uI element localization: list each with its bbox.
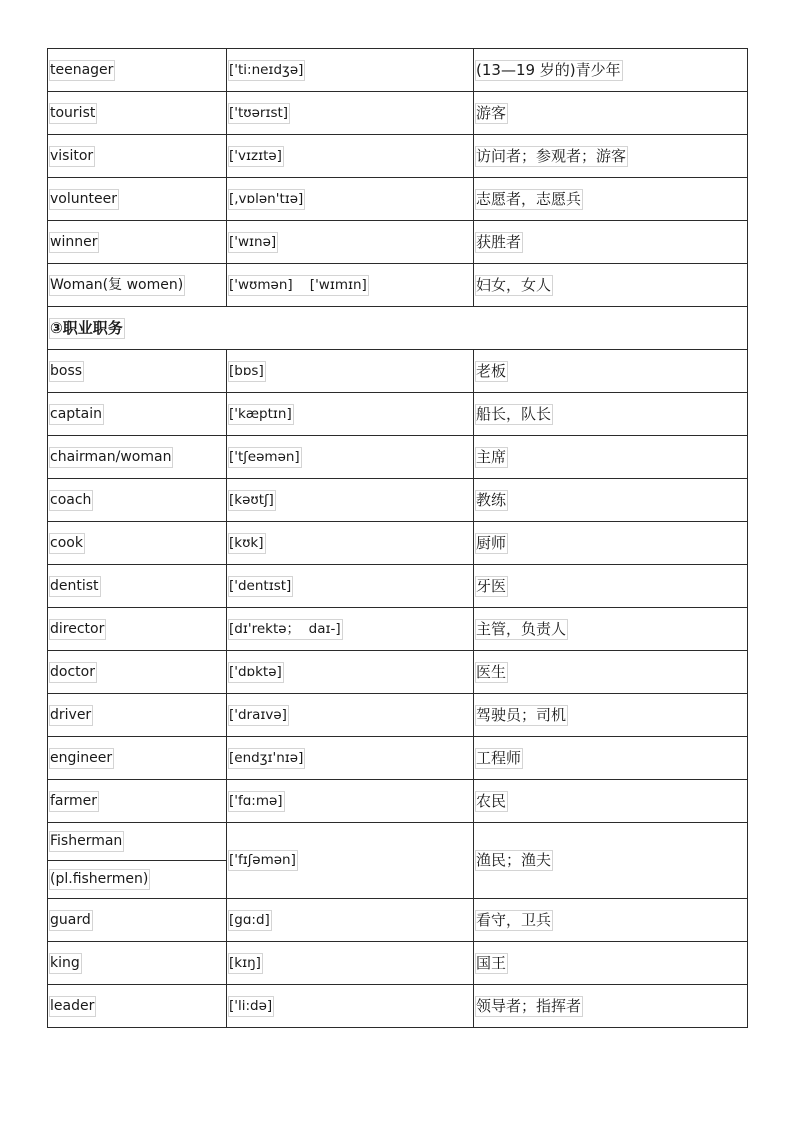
table-row <box>48 565 748 608</box>
meaning-cell <box>474 823 748 899</box>
table-row <box>48 350 748 393</box>
word: Fisherman <box>49 831 124 852</box>
phonetic-cell <box>227 651 474 694</box>
table-row <box>48 780 748 823</box>
meaning-cell <box>474 608 748 651</box>
meaning-cell <box>474 178 748 221</box>
word-cell <box>48 651 227 694</box>
word: coach <box>49 490 93 511</box>
meaning-cell <box>474 393 748 436</box>
table-row <box>48 92 748 135</box>
meaning-cell <box>474 942 748 985</box>
meaning-cell <box>474 350 748 393</box>
meaning-cell <box>474 479 748 522</box>
plural: (pl.fishermen) <box>49 869 150 890</box>
meaning-cell <box>474 651 748 694</box>
word: Woman(复 women) <box>49 275 185 296</box>
phonetic: [,vɒlən'tɪə] <box>228 189 305 210</box>
phonetic-cell <box>227 221 474 264</box>
table-row <box>48 899 748 942</box>
phonetic: ['tʃeəmən] <box>228 447 302 468</box>
meaning: 医生 <box>476 662 507 681</box>
phonetic: ['tʊərɪst] <box>228 103 290 124</box>
phonetic-cell <box>227 942 474 985</box>
vocabulary-table <box>47 48 748 1028</box>
phonetic-cell <box>227 178 474 221</box>
phonetic: [endʒɪ'nɪə] <box>228 748 305 769</box>
phonetic: ['wɪnə] <box>228 232 278 253</box>
word-cell <box>48 737 227 780</box>
meaning: 渔民；渔夫 <box>476 851 552 869</box>
meaning: 主管，负责人 <box>476 619 567 638</box>
phonetic-cell <box>227 264 474 307</box>
meaning: 驾驶员；司机 <box>476 705 567 724</box>
phonetic: ['wʊmən] ['wɪmɪn] <box>228 275 369 296</box>
table-row <box>48 608 748 651</box>
meaning: 船长，队长 <box>476 404 552 423</box>
meaning: 看守，卫兵 <box>476 910 552 929</box>
table-row <box>48 264 748 307</box>
phonetic: ['li:də] <box>228 996 274 1017</box>
word: captain <box>49 404 104 425</box>
word: cook <box>49 533 85 554</box>
word-cell <box>48 350 227 393</box>
word: leader <box>49 996 96 1017</box>
table-row <box>48 479 748 522</box>
word-cell <box>48 264 227 307</box>
phonetic-cell <box>227 608 474 651</box>
word-cell <box>48 522 227 565</box>
meaning-cell <box>474 522 748 565</box>
section-heading: ③职业职务 <box>50 318 123 337</box>
meaning: 获胜者 <box>476 232 522 251</box>
word: visitor <box>49 146 95 167</box>
meaning-cell <box>474 694 748 737</box>
phonetic: ['ti:neɪdʒə] <box>228 60 305 81</box>
word-cell <box>48 178 227 221</box>
phonetic: ['fɪʃəmən] <box>228 850 298 871</box>
word-cell <box>48 694 227 737</box>
word-cell <box>48 608 227 651</box>
meaning: 妇女，女人 <box>476 275 552 294</box>
word: driver <box>49 705 93 726</box>
table-row <box>48 135 748 178</box>
table-row <box>48 651 748 694</box>
section-heading-row <box>48 307 748 350</box>
table-row <box>48 393 748 436</box>
meaning: 志愿者，志愿兵 <box>476 189 582 208</box>
phonetic: ['fɑ:mə] <box>228 791 285 812</box>
table-row <box>48 221 748 264</box>
meaning: 领导者；指挥者 <box>476 996 582 1015</box>
word: boss <box>49 361 84 382</box>
meaning: 游客 <box>476 103 507 122</box>
meaning: 工程师 <box>476 748 522 767</box>
meaning-cell <box>474 737 748 780</box>
word-cell <box>48 942 227 985</box>
meaning: 国王 <box>476 953 507 972</box>
meaning-cell <box>474 221 748 264</box>
word-cell <box>48 135 227 178</box>
word: volunteer <box>49 189 119 210</box>
phonetic-cell <box>227 350 474 393</box>
phonetic: [kʊk] <box>228 533 266 554</box>
phonetic-cell <box>227 522 474 565</box>
meaning-cell <box>474 899 748 942</box>
phonetic-cell <box>227 694 474 737</box>
meaning-cell <box>474 92 748 135</box>
word-cell <box>48 221 227 264</box>
meaning: 厨师 <box>476 533 507 552</box>
phonetic: [dɪ'rektə； daɪ-] <box>228 619 343 640</box>
word: winner <box>49 232 99 253</box>
word: dentist <box>49 576 101 597</box>
word-cell <box>48 565 227 608</box>
table-row <box>48 49 748 92</box>
word-cell <box>48 899 227 942</box>
meaning-cell <box>474 436 748 479</box>
phonetic: ['kæptɪn] <box>228 404 294 425</box>
table-row <box>48 942 748 985</box>
table-row <box>48 522 748 565</box>
word-cell <box>48 49 227 92</box>
meaning: 牙医 <box>476 576 507 595</box>
word-cell <box>48 92 227 135</box>
phonetic-cell <box>227 436 474 479</box>
phonetic: ['dɒktə] <box>228 662 284 683</box>
word: teenager <box>49 60 115 81</box>
meaning-cell <box>474 49 748 92</box>
phonetic: [bɒs] <box>228 361 266 382</box>
word: king <box>49 953 82 974</box>
meaning-cell <box>474 264 748 307</box>
meaning: (13—19 岁的)青少年 <box>476 60 621 79</box>
table-row <box>48 985 748 1028</box>
meaning: 教练 <box>476 490 507 509</box>
table-row <box>48 178 748 221</box>
word: farmer <box>49 791 99 812</box>
phonetic-cell <box>227 899 474 942</box>
phonetic: [gɑ:d] <box>228 910 272 931</box>
phonetic-cell <box>227 565 474 608</box>
meaning-cell <box>474 135 748 178</box>
phonetic-cell <box>227 780 474 823</box>
meaning-cell <box>474 565 748 608</box>
meaning-cell <box>474 780 748 823</box>
phonetic: ['dentɪst] <box>228 576 293 597</box>
word: chairman/woman <box>49 447 173 468</box>
word-cell <box>48 823 227 861</box>
meaning-cell <box>474 985 748 1028</box>
word-cell <box>48 780 227 823</box>
meaning: 访问者；参观者；游客 <box>476 146 627 165</box>
word: director <box>49 619 106 640</box>
word-cell <box>48 393 227 436</box>
phonetic-cell <box>227 737 474 780</box>
word-cell <box>48 479 227 522</box>
phonetic-cell <box>227 823 474 899</box>
phonetic: [kɪŋ] <box>228 953 263 974</box>
plural-cell <box>48 861 227 899</box>
word-cell <box>48 985 227 1028</box>
table-row <box>48 737 748 780</box>
word: doctor <box>49 662 97 683</box>
table-row <box>48 694 748 737</box>
word: guard <box>49 910 93 931</box>
phonetic-cell <box>227 393 474 436</box>
meaning: 农民 <box>476 791 507 810</box>
table-row <box>48 436 748 479</box>
phonetic: ['vɪzɪtə] <box>228 146 284 167</box>
word: engineer <box>49 748 114 769</box>
phonetic-cell <box>227 985 474 1028</box>
meaning: 老板 <box>476 361 507 380</box>
phonetic: [kəʊtʃ] <box>228 490 276 511</box>
word-cell <box>48 436 227 479</box>
phonetic-cell <box>227 479 474 522</box>
word: tourist <box>49 103 97 124</box>
phonetic-cell <box>227 49 474 92</box>
phonetic-cell <box>227 92 474 135</box>
phonetic: ['draɪvə] <box>228 705 289 726</box>
table-row-fisherman <box>48 823 748 861</box>
phonetic-cell <box>227 135 474 178</box>
section-heading-cell <box>48 307 748 350</box>
meaning: 主席 <box>476 447 507 466</box>
